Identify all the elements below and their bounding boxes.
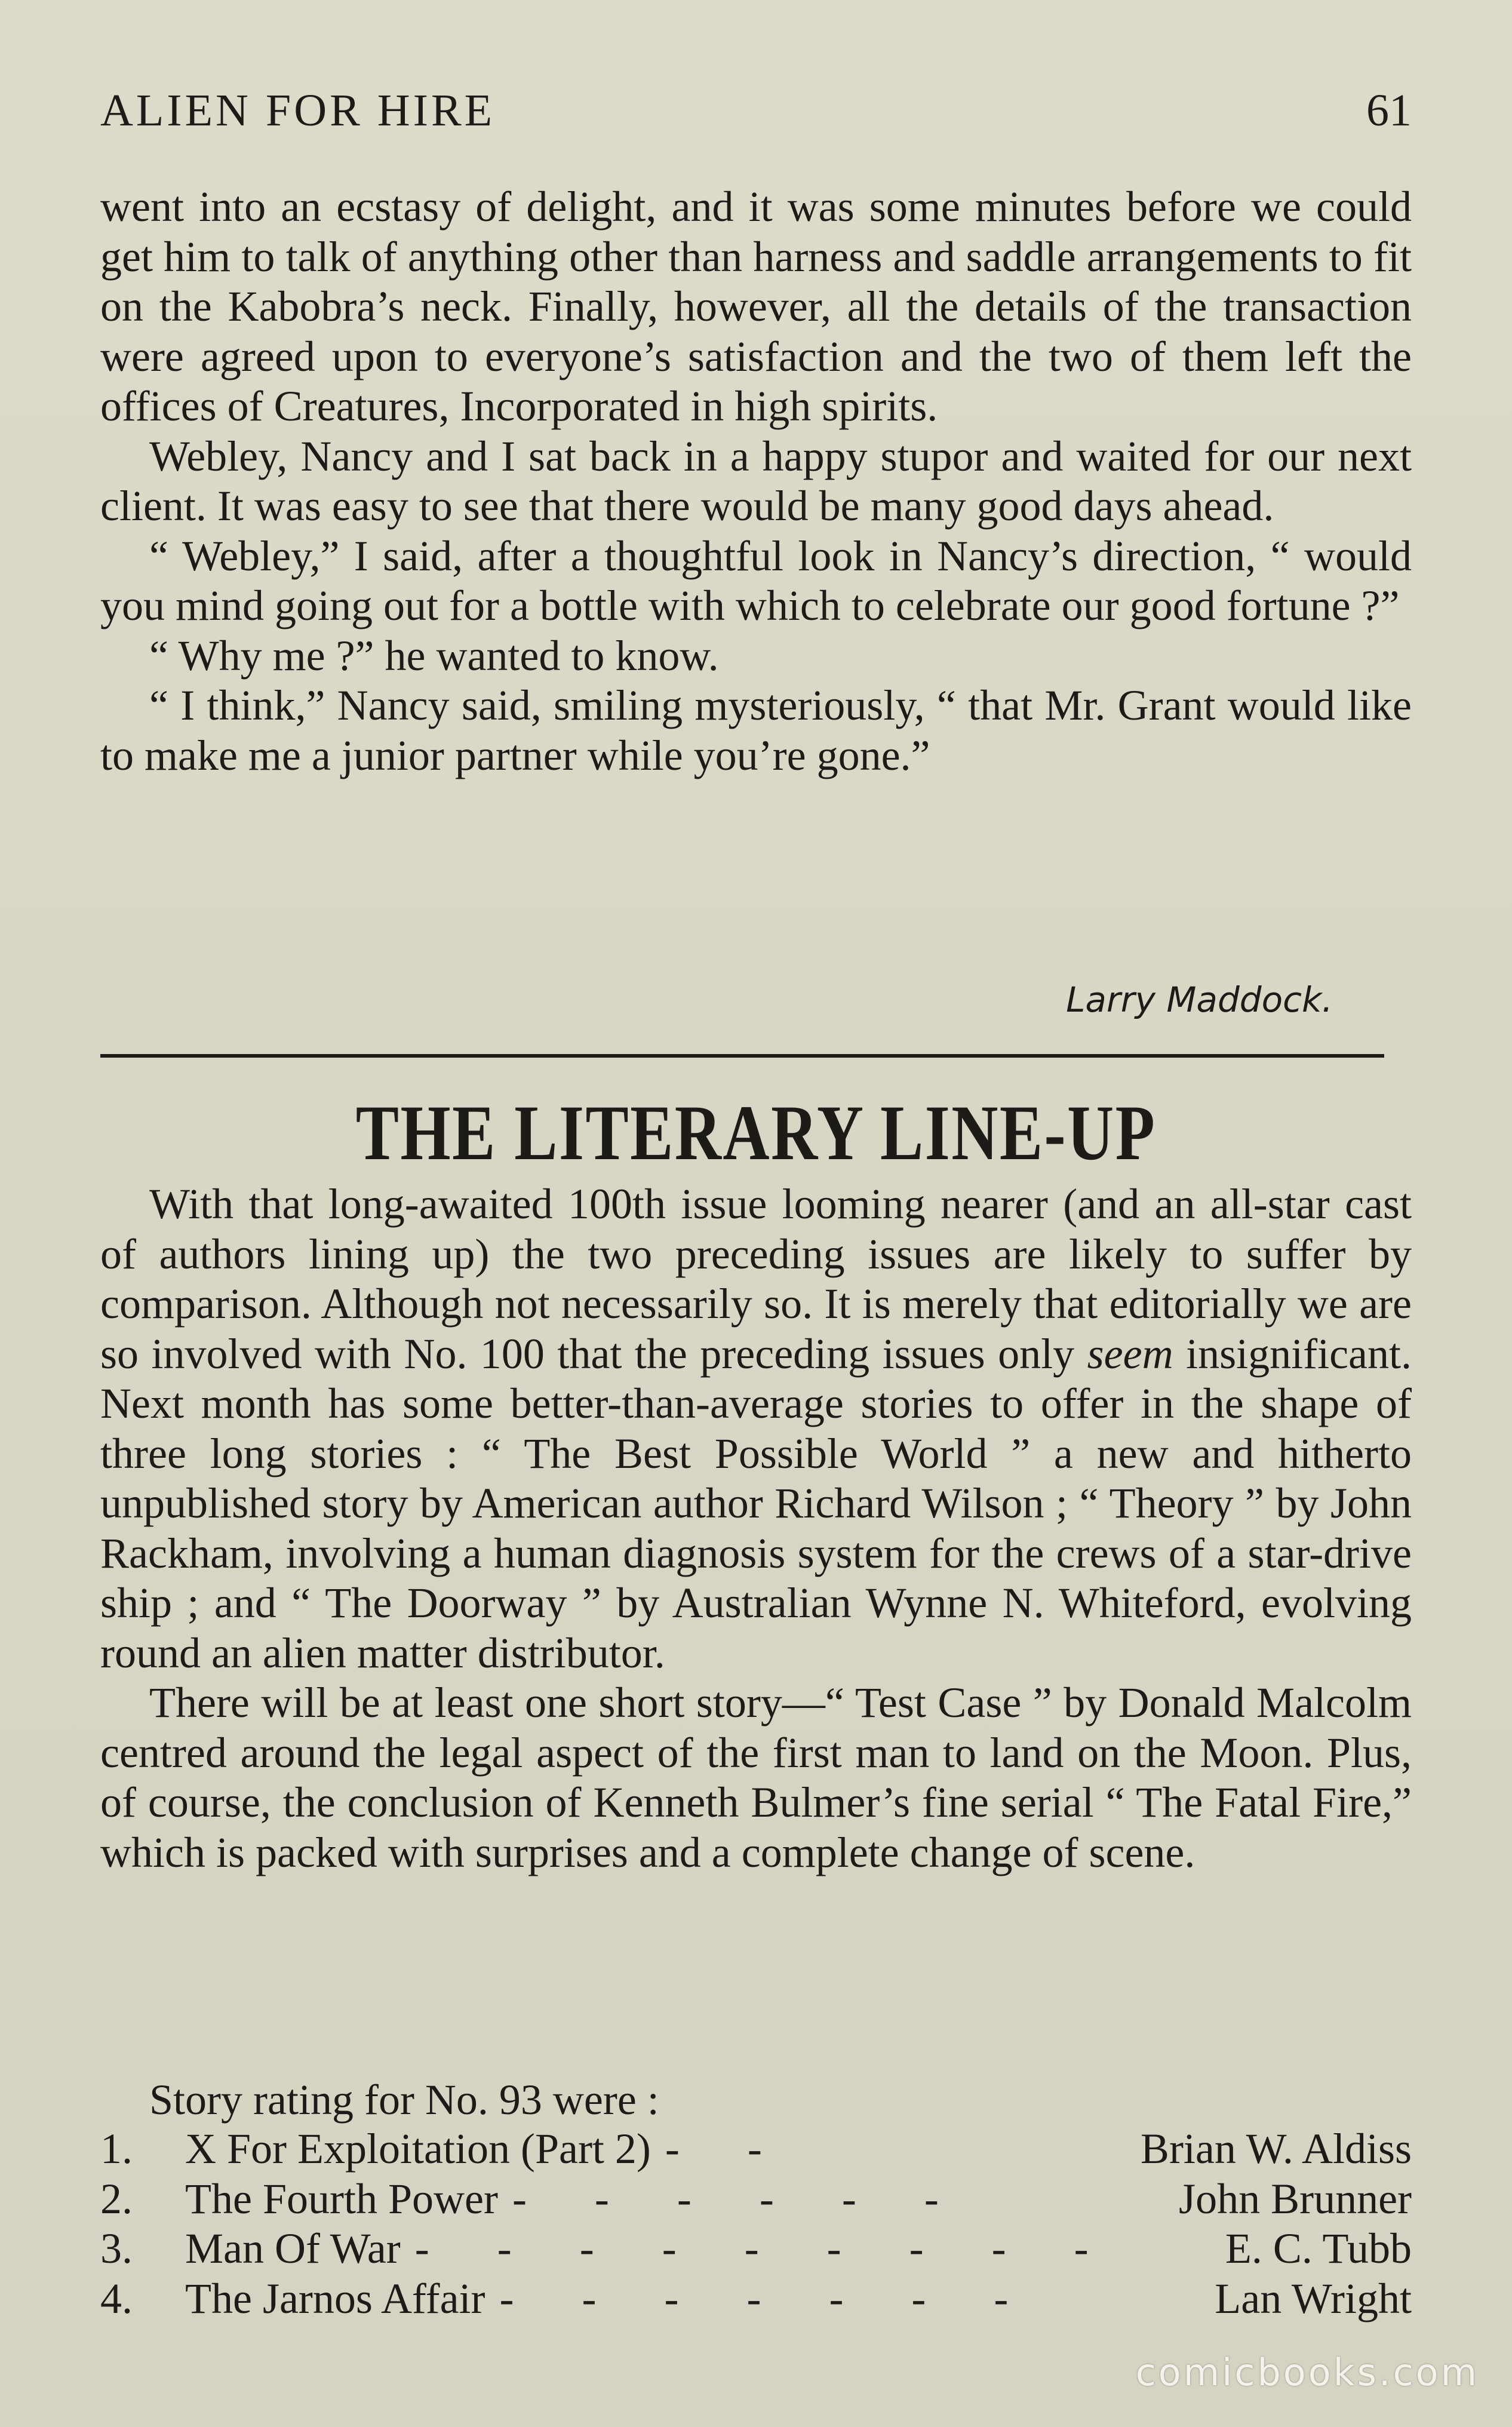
rating-row bbox=[100, 2224, 1412, 2274]
rating-author: John Brunner bbox=[1179, 2174, 1412, 2223]
rating-leader: - - bbox=[665, 2125, 791, 2173]
lineup-text-part: insignificant. Next month has some better-than-average stories to offer in the shape of three long stories : “ The Best Possible World ” a new and hitherto unpublished story by American author Richard Wilson ; “ Theory ” by John Rackham, involving a human diagnosis system for the crews of a star-drive ship ; and “ The Doorway ” by Australian Wynne N. Whiteford, evolving round an alien matter distributor. bbox=[100, 1329, 1412, 1677]
rating-rank: 3. bbox=[100, 2225, 133, 2272]
rating-rank: 2. bbox=[100, 2174, 133, 2223]
section-divider bbox=[100, 1054, 1384, 1058]
lineup-paragraph: There will be at least one short story—“ Test Case ” by Donald Malcolm centred around the legal aspect of the first man to land on the Moon. Plus, of course, the conclusion of Kenneth Bulmer’s fine serial “ The Fatal Fire,” which is packed with surprises and a complete change of scene. bbox=[100, 1679, 1412, 1876]
rating-story-title: The Fourth Power bbox=[185, 2174, 498, 2223]
rating-author: Lan Wright bbox=[1215, 2274, 1412, 2322]
story-paragraph: “ Webley,” I said, after a thoughtful look in Nancy’s direction, “ would you mind going out for a bottle with which to celebrate our good fortune ?” bbox=[100, 532, 1412, 629]
section-heading: THE LITERARY LINE-UP bbox=[355, 1089, 1157, 1176]
rating-leader: - - - - - - - - - bbox=[414, 2225, 1117, 2272]
rating-story-title: Man Of War bbox=[185, 2225, 401, 2272]
page-number: 61 bbox=[1366, 85, 1412, 136]
site-watermark: comicbooks.com bbox=[1135, 2351, 1479, 2394]
story-paragraph: went into an ecstasy of delight, and it was some minutes before we could get him to talk of anything other than harness and saddle arrangements to fit on the Kabobra’s neck. Finally, however, all the details of the transaction were agreed upon to everyone’s satisfaction and the two of them left the offices of Creatures, Incorporated in high spirits. bbox=[100, 183, 1412, 430]
story-ending-text bbox=[100, 182, 1412, 781]
story-paragraph: “ I think,” Nancy said, smiling mysteriously, “ that Mr. Grant would like to make me a junior partner while you’re gone.” bbox=[100, 681, 1412, 779]
rating-row bbox=[100, 2274, 1412, 2324]
rating-row bbox=[100, 2124, 1412, 2174]
rating-leader: - - - - - - bbox=[512, 2174, 967, 2223]
rating-story-title: X For Exploitation (Part 2) bbox=[185, 2125, 651, 2173]
lineup-text-part: With that long-awaited 100th issue looming nearer (and an all-star cast of authors lining up) the two preceding issues are likely to suffer by comparison. Although not necessarily so. It is merely that editorially we are so involved with No. 100 that the preceding issues only bbox=[100, 1180, 1412, 1378]
lineup-paragraph bbox=[100, 1179, 1412, 1678]
story-paragraph: Webley, Nancy and I sat back in a happy stupor and waited for our next client. It was easy to see that there would be many good days ahead. bbox=[100, 432, 1412, 530]
rating-author: E. C. Tubb bbox=[1225, 2225, 1412, 2272]
rating-row bbox=[100, 2174, 1412, 2225]
rating-story-title: The Jarnos Affair bbox=[185, 2274, 485, 2322]
author-signature: Larry Maddock. bbox=[1066, 979, 1333, 1020]
page-header bbox=[100, 81, 1412, 140]
rating-rank: 1. bbox=[100, 2125, 133, 2173]
lineup-text bbox=[100, 1179, 1412, 1878]
story-paragraph: “ Why me ?” he wanted to know. bbox=[149, 631, 719, 680]
rating-author: Brian W. Aldiss bbox=[1140, 2125, 1412, 2173]
story-ratings-list bbox=[100, 2124, 1412, 2324]
ratings-intro: Story rating for No. 93 were : bbox=[149, 2076, 659, 2124]
rating-leader: - - - - - - - bbox=[499, 2274, 1037, 2322]
emphasis-word: seem bbox=[1087, 1329, 1173, 1378]
running-title: ALIEN FOR HIRE bbox=[100, 85, 496, 136]
rating-rank: 4. bbox=[100, 2274, 133, 2322]
